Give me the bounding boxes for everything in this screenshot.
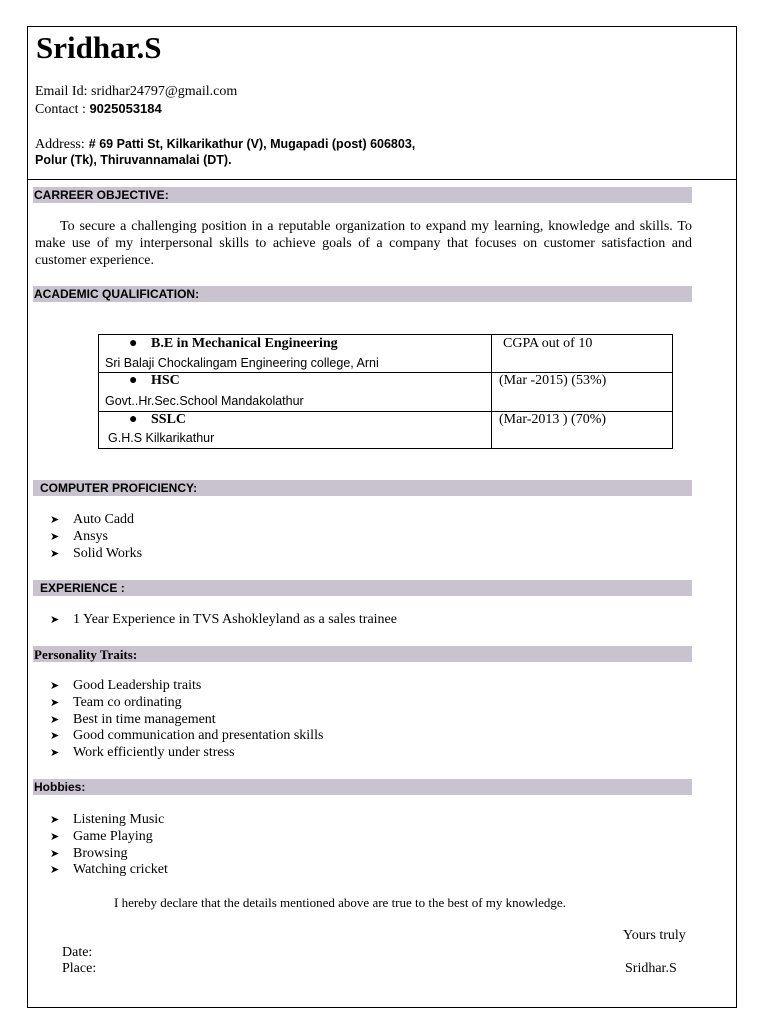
arrowhead-bullet-icon: ➤	[50, 814, 60, 826]
list-item	[50, 862, 168, 879]
result-value: (Mar -2015) (53%)	[499, 373, 607, 388]
section-heading-hobbies: Hobbies:	[34, 780, 86, 794]
section-bar-academic	[33, 286, 692, 302]
table-cell-result	[492, 373, 673, 412]
contact-line	[35, 101, 162, 118]
list-item-text: Watching cricket	[73, 862, 168, 878]
section-bar-hobbies	[33, 779, 692, 795]
objective-text: To secure a challenging position in a reputable organization to expand my learning, knowledge and skills. To make use of my interpersonal skills to achieve goals of a company that focuses on customer satisfaction and customer experience.	[35, 219, 692, 268]
list-item	[50, 695, 323, 712]
section-heading-experience: EXPERIENCE :	[40, 581, 125, 595]
list-item-text: Listening Music	[73, 812, 165, 827]
list-item-text: Team co ordinating	[73, 694, 182, 710]
list-item-text: Auto Cadd	[73, 512, 135, 527]
traits-list	[50, 678, 323, 762]
section-bar-experience	[33, 580, 692, 596]
address-label: Address:	[35, 137, 85, 152]
list-item-text: Good communication and presentation skills	[73, 728, 324, 744]
list-item	[50, 745, 323, 762]
date-label: Date:	[62, 945, 93, 960]
result-value: CGPA out of 10	[503, 336, 593, 351]
table-row	[99, 335, 673, 373]
arrowhead-bullet-icon: ➤	[50, 547, 60, 560]
list-item-text: Good Leadership traits	[73, 678, 202, 693]
result-value: (Mar-2013 ) (70%)	[499, 412, 607, 427]
table-cell-degree	[99, 335, 492, 373]
degree-title	[129, 336, 338, 352]
list-item-text: Browsing	[73, 845, 128, 861]
signature-name: Sridhar.S	[625, 961, 677, 976]
table-cell-result	[492, 335, 673, 373]
list-item-text: Ansys	[73, 528, 109, 544]
arrowhead-bullet-icon: ➤	[50, 730, 60, 743]
list-item	[50, 812, 168, 829]
section-bar-computer	[33, 480, 692, 496]
experience-list	[50, 612, 397, 629]
table-row	[99, 373, 673, 412]
section-heading-academic: ACADEMIC QUALIFICATION:	[34, 287, 200, 301]
institution-name: Govt..Hr.Sec.School Mandakolathur	[105, 394, 304, 408]
arrowhead-bullet-icon: ➤	[50, 696, 60, 709]
hobbies-list	[50, 812, 168, 879]
place-label: Place:	[62, 961, 97, 976]
arrowhead-bullet-icon: ➤	[50, 614, 60, 626]
list-item	[50, 829, 168, 846]
table-cell-result	[492, 412, 673, 449]
arrowhead-bullet-icon: ➤	[50, 864, 60, 877]
email-label: Email Id:	[35, 84, 88, 99]
candidate-name: Sridhar.S	[36, 30, 162, 65]
degree-text: HSC	[151, 373, 180, 388]
arrowhead-bullet-icon: ➤	[50, 514, 60, 526]
arrowhead-bullet-icon: ➤	[50, 847, 60, 860]
arrowhead-bullet-icon: ➤	[50, 530, 60, 543]
list-item-text: Game Playing	[73, 828, 153, 844]
list-item	[50, 546, 142, 563]
bullet-dot-icon: ●	[129, 412, 138, 427]
list-item	[50, 529, 142, 546]
degree-text: B.E in Mechanical Engineering	[151, 336, 338, 351]
arrowhead-bullet-icon: ➤	[50, 830, 60, 843]
list-item-text: Work efficiently under stress	[73, 745, 235, 761]
list-item	[50, 846, 168, 863]
header-divider	[27, 179, 737, 180]
email-value: sridhar24797@gmail.com	[91, 84, 238, 99]
institution-name: Sri Balaji Chockalingam Engineering college, Arni	[105, 356, 379, 370]
institution-name: G.H.S Kilkarikathur	[108, 431, 215, 445]
arrowhead-bullet-icon: ➤	[50, 713, 60, 726]
section-heading-computer: COMPUTER PROFICIENCY:	[40, 481, 198, 495]
address-line-1	[35, 135, 415, 153]
list-item	[50, 728, 323, 745]
section-bar-objective	[33, 187, 692, 203]
declaration-text: I hereby declare that the details mentioned above are true to the best of my knowledge.	[114, 895, 566, 910]
list-item-text: Solid Works	[73, 545, 143, 561]
list-item-text: Best in time management	[73, 711, 216, 727]
address-value-1: # 69 Patti St, Kilkarikathur (V), Mugapadi (post) 606803,	[88, 137, 416, 151]
list-item	[50, 612, 397, 629]
list-item	[50, 678, 323, 695]
bullet-dot-icon: ●	[129, 373, 138, 388]
objective-paragraph	[35, 218, 692, 269]
section-bar-traits	[33, 646, 692, 662]
contact-label: Contact :	[35, 102, 86, 117]
address-value-2: Polur (Tk), Thiruvannamalai (DT).	[35, 153, 232, 167]
academic-table	[98, 334, 673, 449]
degree-title	[129, 373, 180, 389]
table-cell-degree	[99, 373, 492, 412]
table-cell-degree	[99, 412, 492, 449]
table-row	[99, 412, 673, 449]
list-item-text: 1 Year Experience in TVS Ashokleyland as a sales trainee	[73, 612, 397, 627]
degree-title	[129, 412, 186, 428]
arrowhead-bullet-icon: ➤	[50, 747, 60, 760]
list-item	[50, 512, 142, 529]
email-line	[35, 84, 237, 100]
closing-text: Yours truly	[623, 928, 686, 943]
section-heading-traits: Personality Traits:	[34, 647, 138, 662]
bullet-dot-icon: ●	[129, 336, 138, 351]
arrowhead-bullet-icon: ➤	[50, 680, 60, 692]
list-item	[50, 712, 323, 729]
computer-skills-list	[50, 512, 142, 562]
degree-text: SSLC	[151, 412, 187, 427]
section-heading-objective: CARREER OBJECTIVE:	[34, 188, 169, 202]
contact-value: 9025053184	[89, 101, 162, 116]
